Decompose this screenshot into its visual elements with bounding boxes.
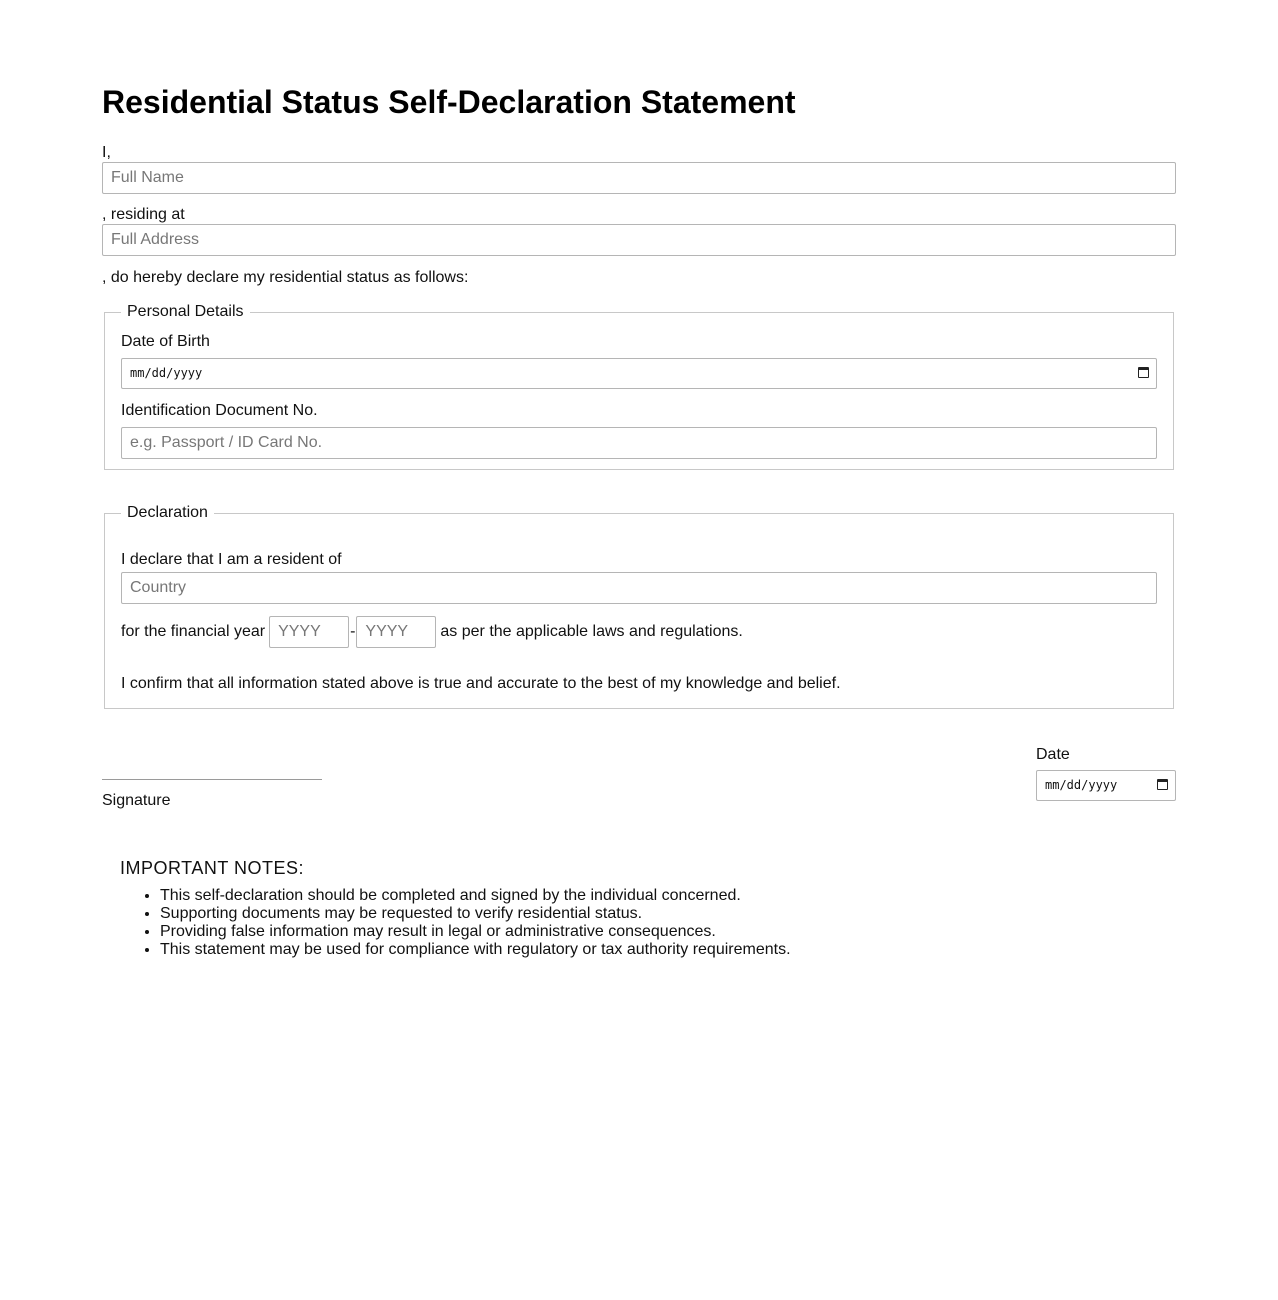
list-item: • This statement may be used for compliance with regulatory or tax authority requirements. [160,941,1176,959]
confirmation-statement: I confirm that all information stated above is true and accurate to the best of my knowledge and belief. [121,675,841,692]
calendar-icon[interactable] [1138,367,1149,378]
fy-separator: - [350,623,356,640]
list-item: • This self-declaration should be completed and signed by the individual concerned. [160,887,1176,905]
dob-date-placeholder: mm/dd/yyyy [130,366,203,380]
country-input[interactable] [121,572,1157,604]
signature-date-input[interactable] [1036,770,1176,801]
list-item: • Supporting documents may be requested to verify residential status. [160,905,1176,923]
personal-details-legend: Personal Details [127,303,244,320]
page-title: Residential Status Self-Declaration Statement [102,84,796,120]
dob-label: Date of Birth [121,333,210,350]
declaration-legend: Declaration [127,504,208,521]
declare-statement: , do hereby declare my residential status as follows: [102,269,469,286]
signature-date-label: Date [1036,746,1070,763]
signature-line[interactable] [102,779,322,780]
dob-date-input[interactable] [121,358,1157,389]
fy-end-input[interactable] [356,616,436,648]
notes-list [120,887,1176,959]
list-item: • Providing false information may result in legal or administrative consequences. [160,923,1176,941]
full-address-input[interactable] [102,224,1176,256]
signature-date-placeholder: mm/dd/yyyy [1045,778,1118,792]
id-document-input[interactable] [121,427,1157,459]
personal-details-section [104,303,1174,470]
financial-year-label: for the financial year [121,623,266,640]
resident-of-label: I declare that I am a resident of [121,551,342,568]
declaration-form [102,0,1176,959]
signature-label: Signature [102,792,171,809]
fy-start-input[interactable] [269,616,349,648]
financial-year-row [121,616,1157,648]
calendar-icon[interactable] [1157,779,1168,790]
signature-area [102,745,1176,855]
residing-at-label: , residing at [102,206,185,223]
fy-suffix-text: as per the applicable laws and regulations. [440,623,743,640]
important-notes [120,857,1176,959]
id-document-label: Identification Document No. [121,402,318,419]
full-name-input[interactable] [102,162,1176,194]
declaration-section [104,504,1174,709]
signature-date-block [1036,745,1176,801]
notes-title: IMPORTANT NOTES: [120,858,305,878]
intro-i-label: I, [102,144,111,161]
